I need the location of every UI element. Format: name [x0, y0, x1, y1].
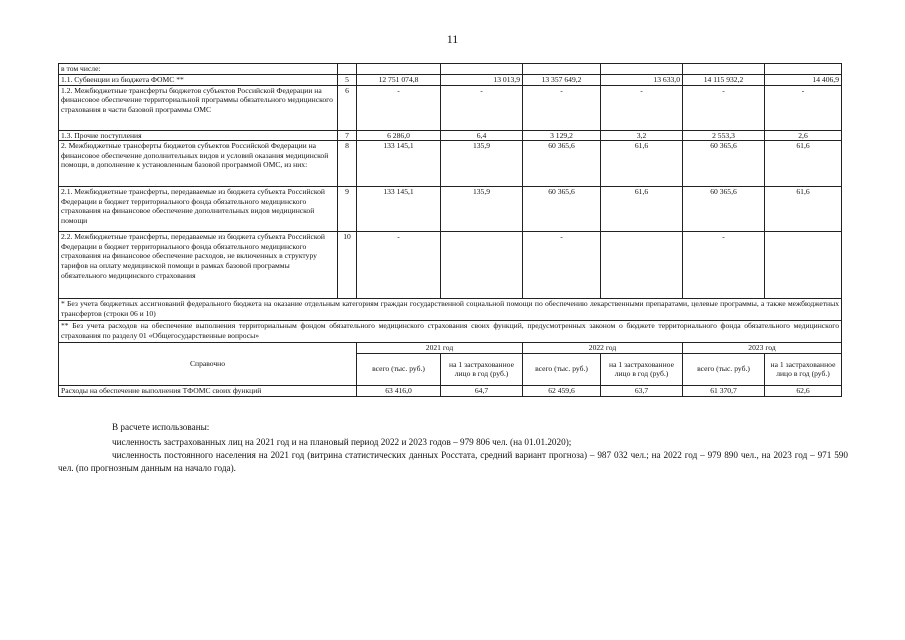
table-row — [59, 85, 842, 130]
cell-value: 63,7 — [601, 385, 683, 396]
cell-value: 60 365,6 — [683, 141, 765, 187]
cell-value: 63 416,0 — [357, 385, 441, 396]
cell-value: 133 145,1 — [357, 187, 441, 232]
col-header-per-person: на 1 застрахованное лицо в год (руб.) — [601, 353, 683, 385]
cell-value: 62 459,6 — [523, 385, 601, 396]
row-number: 8 — [338, 141, 357, 187]
cell-value: 2,6 — [765, 130, 842, 141]
cell-value: 60 365,6 — [523, 187, 601, 232]
table-row — [59, 187, 842, 232]
cell-value: - — [523, 232, 601, 299]
footnote-2: ** Без учета расходов на обеспечение выполнения территориальным фондом обязательного медицинского страхования своих функций, предусмотренных законом о бюджете территориального фонда обязательного медицинского страхования по разделу 01 «Общегосударственные вопросы» — [59, 321, 842, 343]
cell-value: 2 553,3 — [683, 130, 765, 141]
cell-value: 133 145,1 — [357, 141, 441, 187]
row-number: 6 — [338, 85, 357, 130]
row-number: 5 — [338, 74, 357, 85]
row-number: 7 — [338, 130, 357, 141]
cell-value: 135,9 — [441, 187, 523, 232]
row-number: 10 — [338, 232, 357, 299]
year-header: 2022 год — [523, 343, 683, 354]
cell-value: - — [441, 85, 523, 130]
row-label: 2. Межбюджетные трансферты бюджетов субъектов Российской Федерации на финансовое обеспечение дополнительных видов и условий оказания медицинской помощи, в дополнение к установленным базовой программой ОМС, из них: — [59, 141, 338, 187]
col-header-total: всего (тыс. руб.) — [683, 353, 765, 385]
financial-table — [58, 63, 842, 397]
cell-value — [441, 232, 523, 299]
cell-value: - — [357, 232, 441, 299]
notes-heading: В расчете использованы: — [112, 422, 210, 432]
table-row — [59, 385, 842, 396]
cell-value: 3 129,2 — [523, 130, 601, 141]
cell-value: - — [683, 85, 765, 130]
cell-value: 13 357 649,2 — [523, 74, 601, 85]
cell-value: 14 406,9 — [765, 74, 842, 85]
row-number: 9 — [338, 187, 357, 232]
cell-value: 3,2 — [601, 130, 683, 141]
table-row — [59, 130, 842, 141]
col-header-per-person: на 1 застрахованное лицо в год (руб.) — [765, 353, 842, 385]
row-label: 2.1. Межбюджетные трансферты, передаваемые из бюджета субъекта Российской Федерации в бюджет территориального фонда обязательного медицинского страхования на финансовое обеспечение дополнительных видов медицинской помощи — [59, 187, 338, 232]
row-label: 1.3. Прочие поступления — [59, 130, 338, 141]
cell-value: 14 115 932,2 — [683, 74, 765, 85]
year-header: 2023 год — [683, 343, 842, 354]
row-label: 1.1. Субвенции из бюджета ФОМС ** — [59, 74, 338, 85]
cell-value: - — [765, 85, 842, 130]
cell-value: 61 370,7 — [683, 385, 765, 396]
intro-label: в том числе: — [59, 64, 338, 75]
table-row — [59, 141, 842, 187]
cell-value: 12 751 074,8 — [357, 74, 441, 85]
cell-value: 61,6 — [601, 187, 683, 232]
table-row — [59, 74, 842, 85]
notes-insured-count: численность застрахованных лиц на 2021 год и на плановый период 2022 и 2023 годов – 979 806 чел. (на 01.01.2020); — [112, 437, 572, 447]
table-row — [59, 232, 842, 299]
cell-value: 62,6 — [765, 385, 842, 396]
cell-value: - — [357, 85, 441, 130]
page-number: 11 — [446, 32, 459, 46]
cell-value: 13 013,9 — [441, 74, 523, 85]
row-label: 1.2. Межбюджетные трансферты бюджетов субъектов Российской Федерации на финансовое обеспечение территориальной программы обязательного медицинского страхования в части базовой программы ОМС — [59, 85, 338, 130]
cell-value: 60 365,6 — [523, 141, 601, 187]
cell-value: 61,6 — [765, 187, 842, 232]
cell-value: 61,6 — [765, 141, 842, 187]
cell-value: 135,9 — [441, 141, 523, 187]
footnote-1: * Без учета бюджетных ассигнований федерального бюджета на оказание отдельным категориям граждан государственной социальной помощи по обеспечению лекарственными препаратами, целевые программы, а также межбюджетных трансфертов (строки 06 и 10) — [59, 299, 842, 321]
col-header-total: всего (тыс. руб.) — [523, 353, 601, 385]
row-label: Расходы на обеспечение выполнения ТФОМС своих функций — [59, 385, 357, 396]
cell-value: 6,4 — [441, 130, 523, 141]
cell-value: 61,6 — [601, 141, 683, 187]
col-header-total: всего (тыс. руб.) — [357, 353, 441, 385]
cell-value: - — [523, 85, 601, 130]
year-header: 2021 год — [357, 343, 523, 354]
cell-value — [765, 232, 842, 299]
cell-value: - — [683, 232, 765, 299]
reference-label: Справочно — [59, 343, 357, 386]
row-label: 2.2. Межбюджетные трансферты, передаваемые из бюджета субъекта Российской Федерации в бюджет территориального фонда обязательного медицинского страхования на финансовое обеспечение расходов, не включенных в структуру тарифов на оплату медицинской помощи в рамках базовой программы обязательного медицинского страхования — [59, 232, 338, 299]
cell-value: 64,7 — [441, 385, 523, 396]
notes-population-count: численность постоянного населения на 2021 год (витрина статистических данных Росстата, средний вариант прогноза) – 987 032 чел.; на 2022 год – 979 890 чел., на 2023 год – 971 590 чел. (по прогнозным данным на начало года). — [58, 450, 848, 473]
cell-value: 60 365,6 — [683, 187, 765, 232]
cell-value: 13 633,0 — [601, 74, 683, 85]
cell-value: 6 286,0 — [357, 130, 441, 141]
col-header-per-person: на 1 застрахованное лицо в год (руб.) — [441, 353, 523, 385]
cell-value — [601, 232, 683, 299]
cell-value: - — [601, 85, 683, 130]
